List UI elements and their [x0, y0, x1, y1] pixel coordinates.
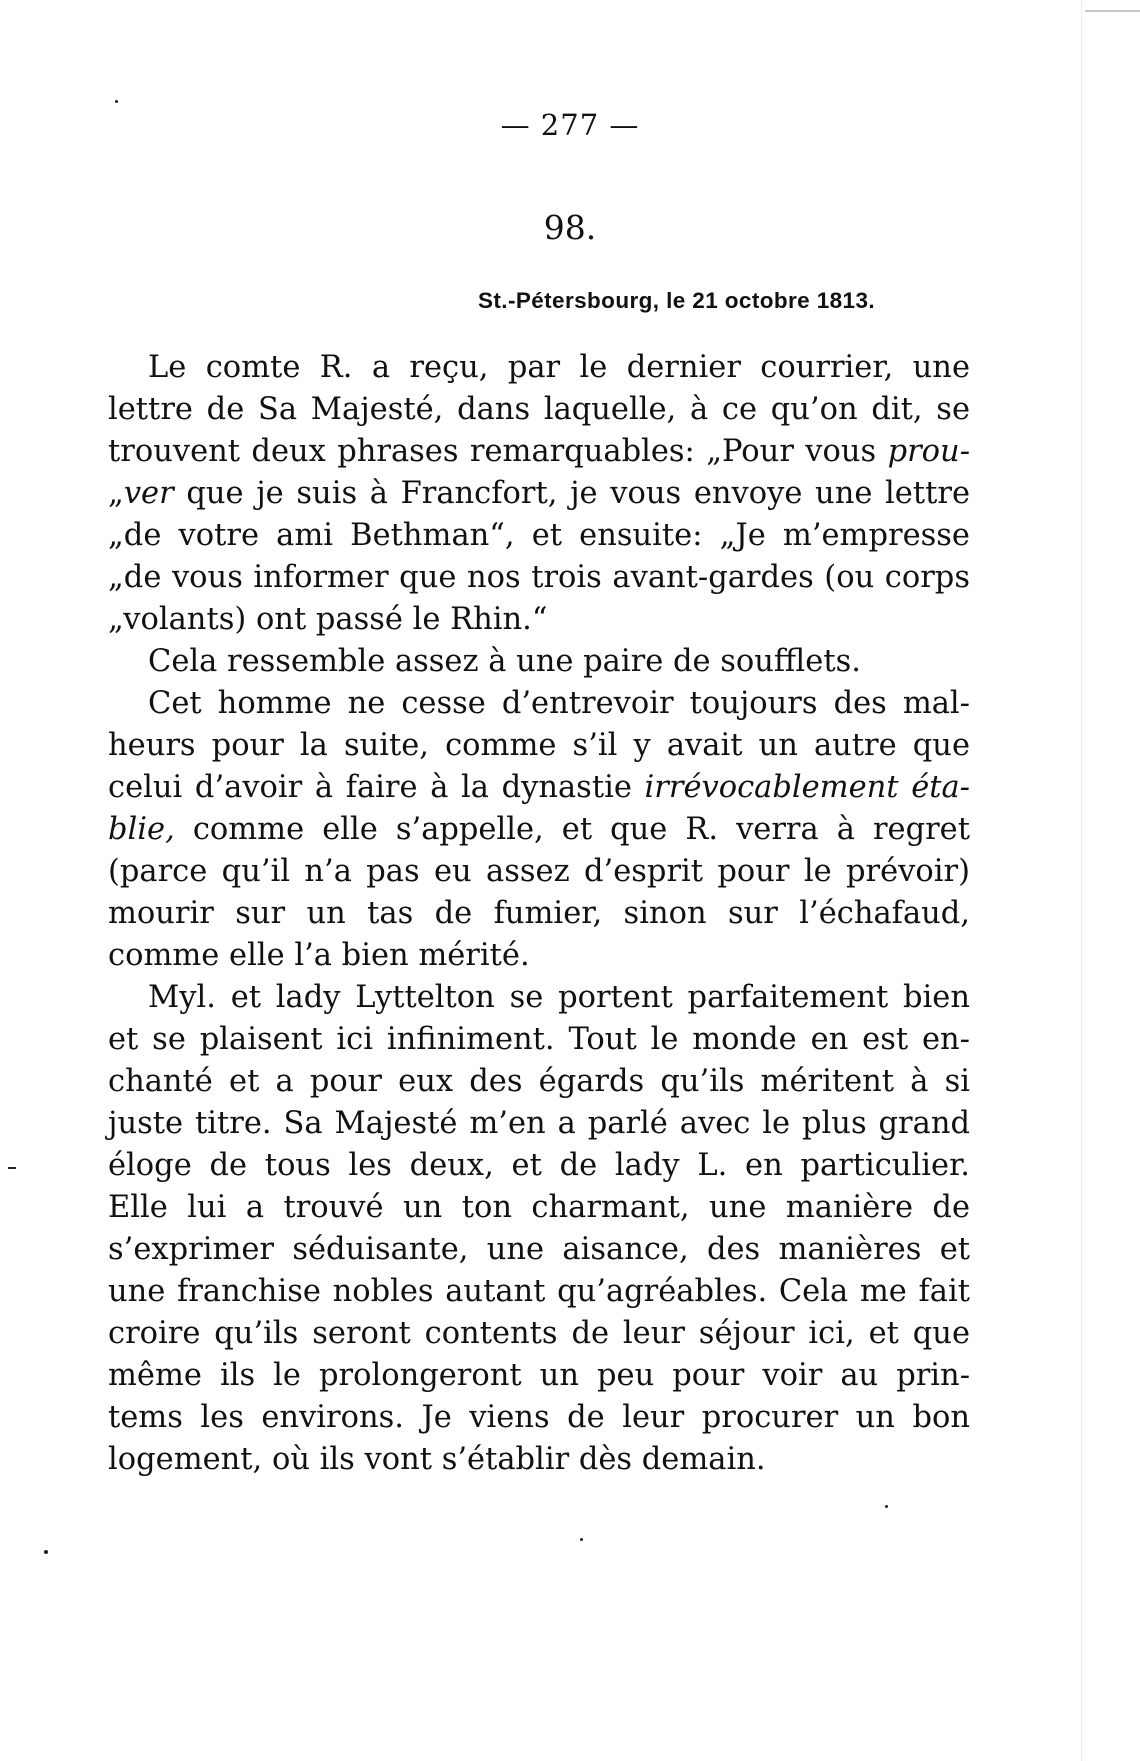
scan-speck [580, 1538, 583, 1541]
text-line: Cet homme ne cesse d’entrevoir toujours des mal- [148, 686, 970, 721]
text-line: éloge de tous les deux, et de lady L. en particulier. [108, 1148, 970, 1183]
text-line: heurs pour la suite, comme s’il y avait un autre que [108, 728, 970, 763]
text-line: juste titre. Sa Majesté m’en a parlé avec le plus grand [108, 1106, 970, 1141]
text-line: „ver que je suis à Francfort, je vous envoye une lettre [108, 476, 970, 511]
letter-number: 98. [543, 208, 597, 247]
text-line: (parce qu’il n’a pas eu assez d’esprit pour le prévoir) [108, 854, 970, 889]
text-line: logement, où ils vont s’établir dès demain. [108, 1442, 766, 1477]
scan-speck [44, 1550, 48, 1554]
text-line: croire qu’ils seront contents de leur séjour ici, et que [108, 1316, 970, 1351]
text-line: même ils le prolongeront un peu pour voir au prin- [108, 1358, 970, 1393]
dateline: St.-Pétersbourg, le 21 octobre 1813. [478, 288, 876, 313]
text-line: trouvent deux phrases remarquables: „Pour vous prou- [108, 434, 970, 469]
paragraph [108, 641, 970, 683]
text-line: mourir sur un tas de fumier, sinon sur l’échafaud, [108, 896, 970, 931]
text-line: celui d’avoir à faire à la dynastie irrévocablement éta- [108, 770, 970, 805]
text-line: s’exprimer séduisante, une aisance, des manières et [108, 1232, 970, 1267]
text-line: et se plaisent ici infiniment. Tout le monde en est en- [108, 1022, 970, 1057]
paragraph [108, 977, 970, 1481]
text-line: une franchise nobles autant qu’agréables. Cela me fait [108, 1274, 970, 1309]
scan-speck [8, 1167, 16, 1169]
text-line: chanté et a pour eux des égards qu’ils méritent à si [108, 1064, 970, 1099]
text-line: Elle lui a trouvé un ton charmant, une manière de [108, 1190, 970, 1225]
text-line: „de vous informer que nos trois avant-gardes (ou corps [108, 560, 970, 595]
scan-speck [885, 1505, 888, 1508]
text-line: „volants) ont passé le Rhin.“ [108, 602, 548, 637]
page-number: — 277 — [500, 108, 640, 142]
paragraph [108, 683, 970, 977]
text-line: blie, comme elle s’appelle, et que R. verra à regret [108, 812, 970, 847]
text-line: Myl. et lady Lyttelton se portent parfaitement bien [148, 980, 970, 1015]
paragraph [108, 347, 970, 641]
text-line: lettre de Sa Majesté, dans laquelle, à ce qu’on dit, se [108, 392, 970, 427]
text-line: „de votre ami Bethman“, et ensuite: „Je m’empresse [108, 518, 970, 553]
letter-body [108, 347, 970, 1481]
text-line: Cela ressemble assez à une paire de soufflets. [148, 644, 861, 679]
text-line: tems les environs. Je viens de leur procurer un bon [108, 1400, 970, 1435]
scan-edge-line [1081, 0, 1082, 1761]
text-line: comme elle l’a bien mérité. [108, 938, 530, 973]
scan-speck [115, 100, 118, 103]
text-line: Le comte R. a reçu, par le dernier courrier, une [148, 350, 970, 385]
scan-edge-mark [1085, 10, 1140, 12]
